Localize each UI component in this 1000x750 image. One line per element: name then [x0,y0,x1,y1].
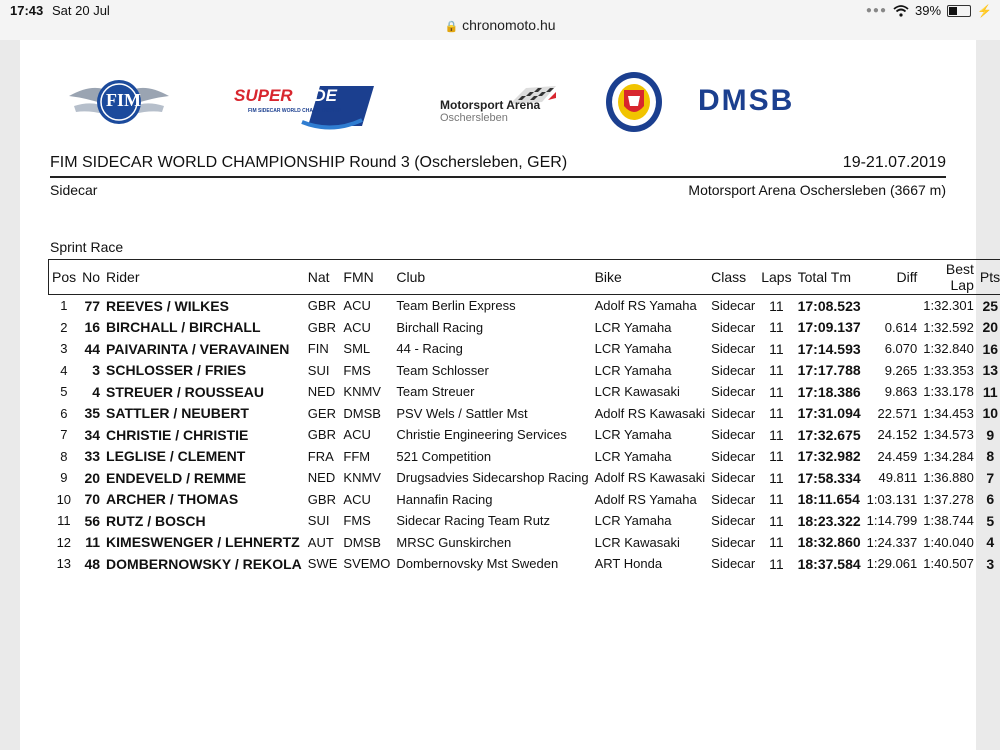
table-row [49,424,1000,446]
col-bike: Bike [594,269,622,285]
col-fmn: FMN [343,269,374,285]
cell-nat: SUI [307,362,330,378]
cell-pos: 3 [60,341,68,357]
cell-fmn: ACU [343,491,371,507]
cell-pos: 2 [60,319,68,335]
cell-no: 70 [84,491,101,508]
cell-laps: 11 [769,426,784,443]
col-diff: Diff [896,269,918,285]
cell-nat: SUI [307,513,330,529]
cell-rider: KIMESWENGER / LEHNERTZ [106,534,300,551]
cell-fmn: KNMV [343,384,381,400]
cell-bike: Adolf RS Kawasaki [594,470,706,486]
cell-class: Sidecar [711,298,756,314]
cell-club: Sidecar Racing Team Rutz [396,513,551,529]
col-club: Club [396,269,426,285]
superside-text-side: SIDE [297,86,337,105]
cell-fmn: ACU [343,319,371,335]
col-nat: Nat [307,269,330,285]
event-date: 19-21.07.2019 [842,154,946,171]
cell-diff: 24.459 [877,448,918,464]
cell-fmn: DMSB [343,534,381,550]
table-row [49,295,1000,317]
battery-percent: 39% [915,3,942,18]
cell-no: 48 [84,555,101,572]
cell-nat: NED [307,470,336,486]
cell-bike: LCR Yamaha [594,513,672,529]
cell-diff [864,295,921,317]
cell-bike: LCR Yamaha [594,427,672,443]
cell-best: 1:33.353 [923,362,974,378]
status-date: Sat 20 Jul [52,3,110,18]
cell-total: 17:32.675 [797,426,861,443]
cell-laps: 11 [769,383,784,400]
address-bar[interactable] [0,17,1000,33]
cell-total: 17:31.094 [797,405,861,422]
cell-total: 17:14.593 [797,340,861,357]
cell-club: 44 - Racing [396,341,463,357]
cell-diff: 24.152 [877,427,918,443]
cell-no: 35 [84,405,101,422]
cell-class: Sidecar [711,513,756,529]
cell-rider: BIRCHALL / BIRCHALL [106,319,261,336]
cell-diff: 1:14.799 [866,513,918,529]
superside-logo [234,86,337,106]
event-title: FIM SIDECAR WORLD CHAMPIONSHIP Round 3 (Oschersleben, GER) [50,154,568,171]
cell-class: Sidecar [711,556,756,572]
table-row [49,360,1000,382]
cell-best: 1:32.301 [923,298,974,314]
motorsport-arena-logo: Motorsport Arena [440,98,541,112]
cell-bike: LCR Yamaha [594,341,672,357]
race-title: Sprint Race [50,239,124,255]
cell-club: Drugsadvies Sidecarshop Racing [396,470,589,486]
fim-logo-text: FIM [106,90,141,110]
cell-pos: 12 [56,534,72,550]
cell-fmn: FMS [343,513,371,529]
cell-class: Sidecar [711,491,756,507]
status-bar [0,0,1000,40]
cell-class: Sidecar [711,362,756,378]
table-row [49,317,1000,339]
cell-no: 33 [84,448,101,465]
cell-pos: 1 [60,298,68,314]
table-row [49,467,1000,489]
cell-total: 17:18.386 [797,383,861,400]
cell-best: 1:32.592 [923,319,974,335]
cell-no: 34 [84,426,101,443]
venue-label: Motorsport Arena Oschersleben (3667 m) [688,182,946,198]
cell-laps: 11 [769,405,784,422]
cell-fmn: SML [343,341,371,357]
cell-fmn: KNMV [343,470,381,486]
cell-pos: 13 [56,556,72,572]
cell-pts: 5 [986,512,995,529]
table-row [49,532,1000,554]
cell-best: 1:40.040 [923,534,974,550]
cell-laps: 11 [769,448,784,465]
cell-club: Team Streuer [396,384,475,400]
cell-nat: SWE [307,556,338,572]
cell-total: 18:23.322 [797,512,861,529]
cell-fmn: DMSB [343,405,381,421]
cell-laps: 11 [769,512,784,529]
url-text: chronomoto.hu [462,17,556,33]
cell-best: 1:40.507 [923,556,974,572]
col-class: Class [711,269,747,285]
cell-total: 17:08.523 [797,297,861,314]
cell-diff: 6.070 [884,341,918,357]
cell-club: MRSC Gunskirchen [396,534,512,550]
cell-bike: LCR Yamaha [594,319,672,335]
cell-nat: GBR [307,427,336,443]
cell-no: 4 [92,383,101,400]
cell-no: 77 [84,297,101,314]
cell-bike: LCR Yamaha [594,448,672,464]
cell-bike: ART Honda [594,556,663,572]
cell-class: Sidecar [711,319,756,335]
cell-total: 17:32.982 [797,448,861,465]
cell-nat: FRA [307,448,334,464]
cell-pts: 10 [982,405,999,422]
table-row [49,446,1000,468]
cell-fmn: FFM [343,448,371,464]
cell-pts: 9 [986,426,995,443]
cell-rider: ARCHER / THOMAS [106,491,239,508]
cell-nat: AUT [307,534,334,550]
cell-total: 18:32.860 [797,534,861,551]
cell-rider: SCHLOSSER / FRIES [106,362,247,379]
cell-no: 16 [84,319,101,336]
cell-nat: GER [307,405,336,421]
cell-rider: RUTZ / BOSCH [106,512,206,529]
results-page [20,40,1000,750]
cell-rider: CHRISTIE / CHRISTIE [106,426,249,443]
more-dots-icon: ●●● [865,5,888,16]
cell-total: 17:58.334 [797,469,861,486]
col-rider: Rider [106,269,140,285]
cell-nat: GBR [307,298,336,314]
battery-icon [947,5,971,17]
cell-total: 17:17.788 [797,362,861,379]
cell-nat: GBR [307,491,336,507]
cell-total: 18:11.654 [797,491,860,508]
col-pos: Pos [52,269,77,285]
cell-no: 44 [84,340,101,357]
cell-diff: 9.265 [884,362,918,378]
table-header-row [49,260,1000,295]
superside-text-super: SUPER [234,86,293,105]
cell-pos: 11 [57,513,71,529]
cell-diff: 22.571 [877,405,918,421]
cell-total: 18:37.584 [797,555,861,572]
cell-class: Sidecar [711,427,756,443]
table-row [49,381,1000,403]
cell-diff: 0.614 [884,319,918,335]
table-row [49,338,1000,360]
cell-best: 1:37.278 [923,491,974,507]
cell-pts: 8 [986,448,995,465]
cell-best: 1:34.453 [923,405,974,421]
cell-nat: GBR [307,319,336,335]
cell-bike: Adolf RS Kawasaki [594,405,706,421]
cell-class: Sidecar [711,384,756,400]
cell-class: Sidecar [711,534,756,550]
table-row [49,553,1000,575]
cell-diff: 9.863 [884,384,918,400]
cell-best: 1:32.840 [923,341,974,357]
wifi-icon [893,5,909,17]
cell-diff: 1:29.061 [866,556,918,572]
col-pts: Pts [979,269,1000,285]
cell-bike: LCR Yamaha [594,362,672,378]
col-laps: Laps [761,269,792,285]
results-table [48,259,1000,575]
cell-club: Christie Engineering Services [396,427,567,443]
cell-rider: STREUER / ROUSSEAU [106,383,264,400]
cell-no: 11 [85,534,101,551]
cell-no: 3 [92,362,101,379]
cell-pos: 4 [60,362,68,378]
cell-best: 1:38.744 [923,513,974,529]
category-label: Sidecar [50,182,98,198]
cell-best: 1:36.880 [923,470,974,486]
cell-pos: 7 [60,427,68,443]
cell-pts: 6 [986,491,995,508]
cell-pts: 16 [982,340,999,357]
cell-pts: 25 [982,297,999,314]
status-time: 17:43 [10,3,44,18]
cell-bike: LCR Kawasaki [594,534,680,550]
cell-best: 1:34.284 [923,448,974,464]
cell-nat: NED [307,384,336,400]
cell-pos: 6 [60,405,68,421]
cell-fmn: SVEMO [343,556,391,572]
cell-no: 56 [84,512,101,529]
cell-class: Sidecar [711,405,756,421]
cell-fmn: ACU [343,298,371,314]
col-total: Total Tm [797,269,852,285]
cell-laps: 11 [769,297,784,314]
table-row [49,403,1000,425]
status-right [866,3,992,18]
cell-club: Birchall Racing [396,319,484,335]
cell-club: Hannafin Racing [396,491,493,507]
cell-best: 1:33.178 [923,384,974,400]
cell-nat: FIN [307,341,329,357]
cell-fmn: FMS [343,362,371,378]
cell-bike: Adolf RS Yamaha [594,491,697,507]
cell-rider: SATTLER / NEUBERT [106,405,249,422]
cell-diff: 1:03.131 [866,491,918,507]
cell-pts: 13 [982,362,999,379]
cell-club: Team Berlin Express [396,298,516,314]
cell-pos: 9 [60,470,68,486]
dmsb-logo: DMSB [698,84,795,117]
motorsport-arena-sub: Oschersleben [440,112,508,124]
cell-diff: 1:24.337 [866,534,918,550]
cell-fmn: ACU [343,427,371,443]
cell-pos: 8 [60,448,68,464]
cell-class: Sidecar [711,470,756,486]
cell-rider: PAIVARINTA / VERAVAINEN [106,340,290,357]
cell-best: 1:34.573 [923,427,974,443]
cell-no: 20 [84,469,101,486]
table-row [49,489,1000,511]
cell-bike: LCR Kawasaki [594,384,680,400]
sponsor-logos [20,68,976,148]
cell-laps: 11 [769,340,784,357]
cell-club: PSV Wels / Sattler Mst [396,405,528,421]
cell-laps: 11 [769,469,784,486]
col-best: Best Lap [945,261,974,293]
cell-class: Sidecar [711,448,756,464]
cell-rider: DOMBERNOWSKY / REKOLA [106,555,302,572]
event-header [50,154,946,178]
cell-rider: ENDEVELD / REMME [106,469,247,486]
col-no: No [82,269,101,285]
cell-laps: 11 [769,555,784,572]
charging-icon: ⚡ [977,3,992,18]
cell-pts: 7 [986,469,995,486]
cell-club: 521 Competition [396,448,492,464]
cell-pts: 4 [986,534,995,551]
cell-club: Dombernovsky Mst Sweden [396,556,559,572]
cell-club: Team Schlosser [396,362,489,378]
cell-rider: LEGLISE / CLEMENT [106,448,246,465]
cell-rider: REEVES / WILKES [106,297,229,314]
cell-class: Sidecar [711,341,756,357]
cell-bike: Adolf RS Yamaha [594,298,697,314]
braunschweig-seal [604,70,664,134]
cell-diff: 49.811 [878,470,918,486]
superside-sub: FIM SIDECAR WORLD CHAMPIONSHIP [248,108,342,114]
cell-pts: 20 [982,319,999,336]
cell-pos: 5 [60,384,68,400]
cell-laps: 11 [769,362,784,379]
cell-pos: 10 [56,491,72,507]
cell-pts: 11 [982,383,998,400]
lock-icon: 🔒 [444,21,459,33]
cell-laps: 11 [769,491,784,508]
cell-laps: 11 [769,319,784,336]
cell-laps: 11 [769,534,784,551]
table-row [49,510,1000,532]
cell-pts: 3 [986,555,995,572]
cell-total: 17:09.137 [797,319,861,336]
